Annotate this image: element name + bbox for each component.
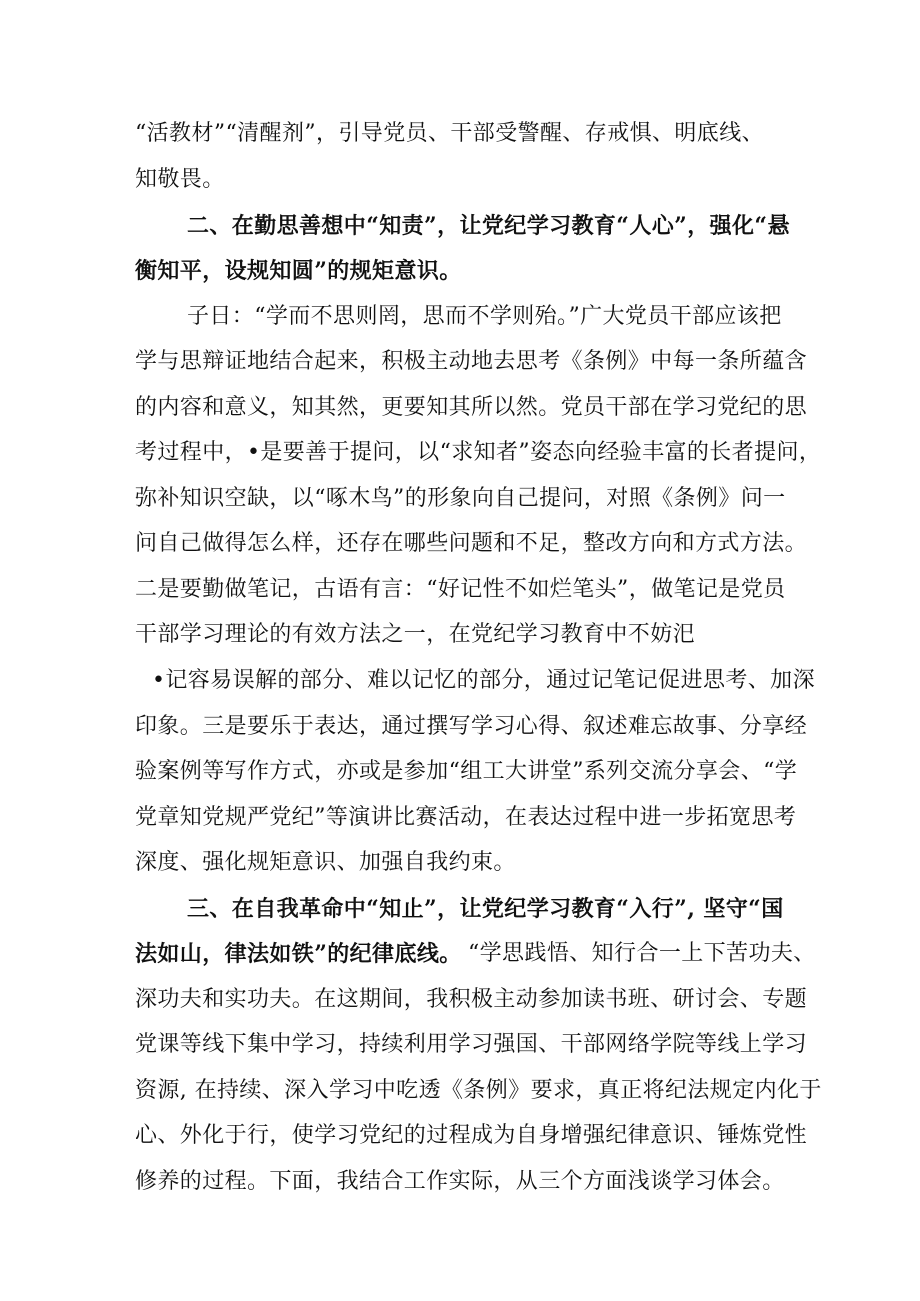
text-line: 修养的过程。下面，我结合工作实际，从三个方面浅谈学习体会。 <box>135 1169 785 1194</box>
text-line: 党章知党规严党纪”等演讲比赛活动，在表达过程中进一步拓宽思考 <box>135 805 797 830</box>
text-line: 干部学习理论的有效方法之一，在党纪学习教育中不妨汜 <box>135 622 696 647</box>
text-line: 党课等线下集中学习，持续利用学习强国、干部网络学院等线上学习 <box>135 1032 808 1057</box>
text-line: 的内容和意义，知其然，更要知其所以然。党员干部在学习党纪的思 <box>135 395 808 420</box>
text-line: 弥补知识空缺，以“啄木鸟”的形象向自己提问，对照《条例》问一 <box>135 486 786 511</box>
text-line: 资源, 在持续、深入学习中吃透《条例》要求，真正将纪法规定内化于 <box>135 1078 822 1103</box>
section-heading-line: 二、在勤思善想中“知责”，让党纪学习教育“人心”，强化“悬 <box>187 213 790 239</box>
text-line: 知敬畏。 <box>135 167 225 192</box>
text-line: 子日：“学而不思则罔，思而不学则殆。”广大党员干部应该把 <box>187 304 782 329</box>
section-heading-line: 法如山，律法如铁”的纪律底线。 <box>135 941 462 967</box>
text-line: •记容易误解的部分、难以记忆的部分，通过记笔记促进思考、加深 <box>152 668 815 693</box>
text-line: 验案例等写作方式，亦或是参加“组工大讲堂”系列交流分享会、“学 <box>135 759 798 784</box>
text-line: 印象。三是要乐于表达，通过撰写学习心得、叙述难忘故事、分享经 <box>135 714 808 739</box>
text-line: 问自己做得怎么样，还存在哪些问题和不足，整改方向和方式方法。 <box>135 531 808 556</box>
text-line: “学思践悟、知行合一上下苦功夫、 <box>468 941 816 966</box>
text-line: 深功夫和实功夫。在这期间，我积极主动参加读书班、研讨会、专题 <box>135 987 808 1012</box>
text-line: 二是要勤做笔记，古语有言：“好记性不如烂笔头”，做笔记是党员 <box>135 577 786 602</box>
text-line: 心、外化于行，使学习党纪的过程成为自身增强纪律意识、锤炼党性 <box>135 1123 808 1148</box>
text-line: 深度、强化规矩意识、加强自我约束。 <box>135 850 516 875</box>
text-line: 学与思辩证地结合起来，积极主动地去思考《条例》中每一条所蕴含 <box>135 349 808 374</box>
section-heading-line: 三、在自我革命中“知止”，让党纪学习教育“入行”, 坚守“国 <box>187 896 784 922</box>
section-heading-line: 衡知平，设规知圆”的规矩意识。 <box>135 258 462 284</box>
text-line: 考过程中，•是要善于提问，以“求知者”姿态向经验丰富的长者提问， <box>135 440 822 465</box>
text-line: “活教材”“清醒剂”，引导党员、干部受警醒、存戒惧、明底线、 <box>135 121 764 146</box>
